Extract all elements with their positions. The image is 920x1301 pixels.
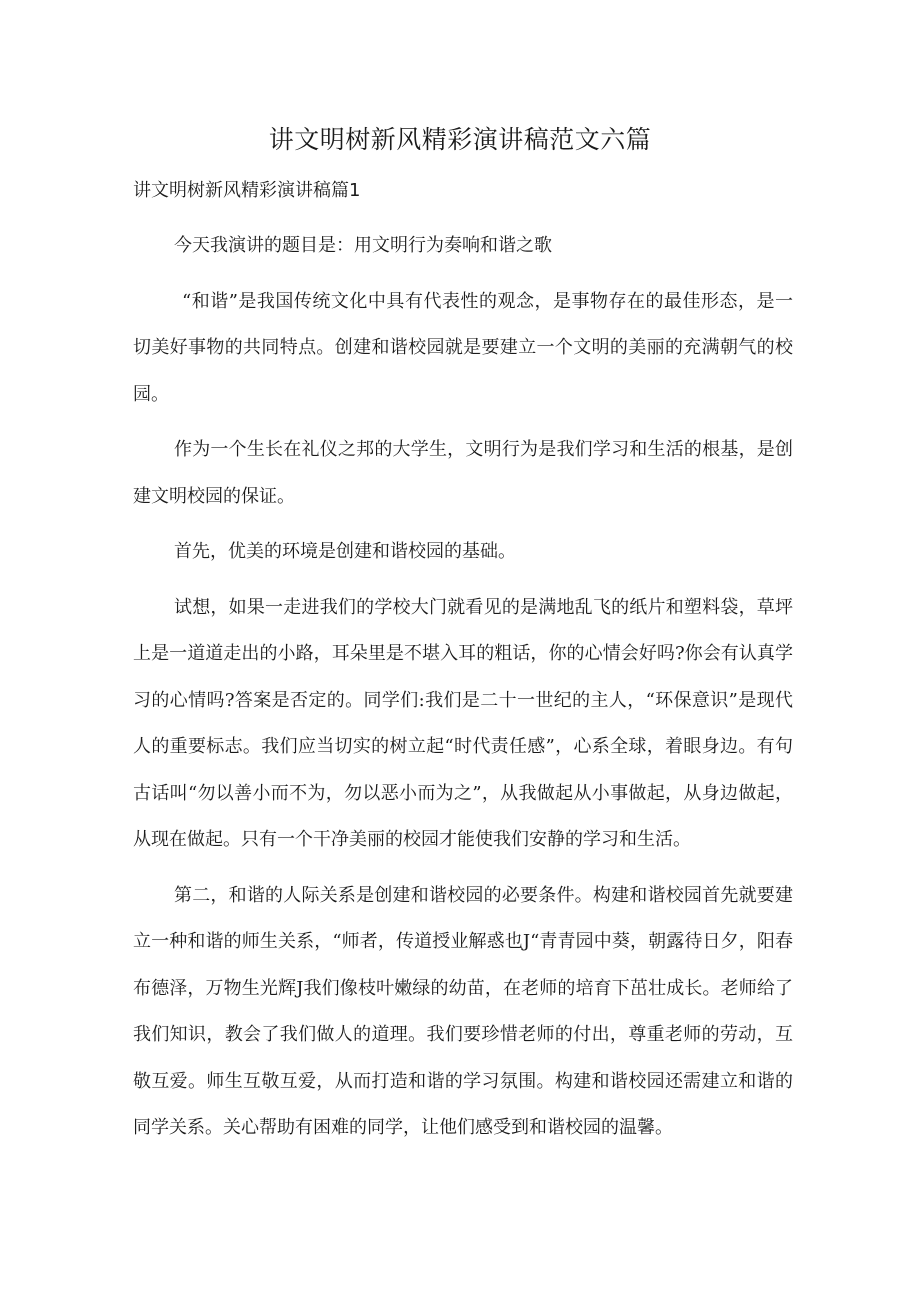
paragraph-civilized-behavior: 作为一个生长在礼仪之邦的大学生，文明行为是我们学习和生活的根基，是创建文明校园的保证。 <box>133 439 793 507</box>
paragraph-harmony-definition: “和谐”是我国传统文化中具有代表性的观念，是事物存在的最佳形态，是一切美好事物的共同特点。创建和谐校园就是要建立一个文明的美丽的充满朝气的校园。 <box>133 290 793 405</box>
document-body <box>133 223 793 1161</box>
section-heading: 讲文明树新风精彩演讲稿篇1 <box>133 180 361 201</box>
paragraph-clean-campus: 试想，如果一走进我们的学校大门就看见的是满地乱飞的纸片和塑料袋，草坪上是一道道走出的小路，耳朵里是不堪入耳的粗话，你的心情会好吗?你会有认真学习的心情吗?答案是否定的。同学们:我们是二十一世纪的主人，“环保意识”是现代人的重要标志。我们应当切实的树立起“时代责任感”，心系全球，着眼身边。有句古话叫“勿以善小而不为，勿以恶小而为之”，从我做起从小事做起，从身边做起，从现在做起。只有一个干净美丽的校园才能使我们安静的学习和生活。 <box>133 596 793 850</box>
paragraph-speech-topic: 今天我演讲的题目是：用文明行为奏响和谐之歌 <box>174 235 552 256</box>
document-title: 讲文明树新风精彩演讲稿范文六篇 <box>268 125 652 154</box>
paragraph-environment-point: 首先，优美的环境是创建和谐校园的基础。 <box>174 541 516 562</box>
paragraph-relationships: 第二，和谐的人际关系是创建和谐校园的必要条件。构建和谐校园首先就要建立一种和谐的师生关系，“师者，传道授业解惑也J“青青园中葵，朝露待日夕，阳春布德泽，万物生光辉J我们像枝叶嫩绿的幼苗，在老师的培育下茁壮成长。老师给了我们知识，教会了我们做人的道理。我们要珍惜老师的付出，尊重老师的劳动，互敬互爱。师生互敬互爱，从而打造和谐的学习氛围。构建和谐校园还需建立和谐的同学关系。关心帮助有困难的同学，让他们感受到和谐校园的温馨。 <box>133 884 793 1138</box>
